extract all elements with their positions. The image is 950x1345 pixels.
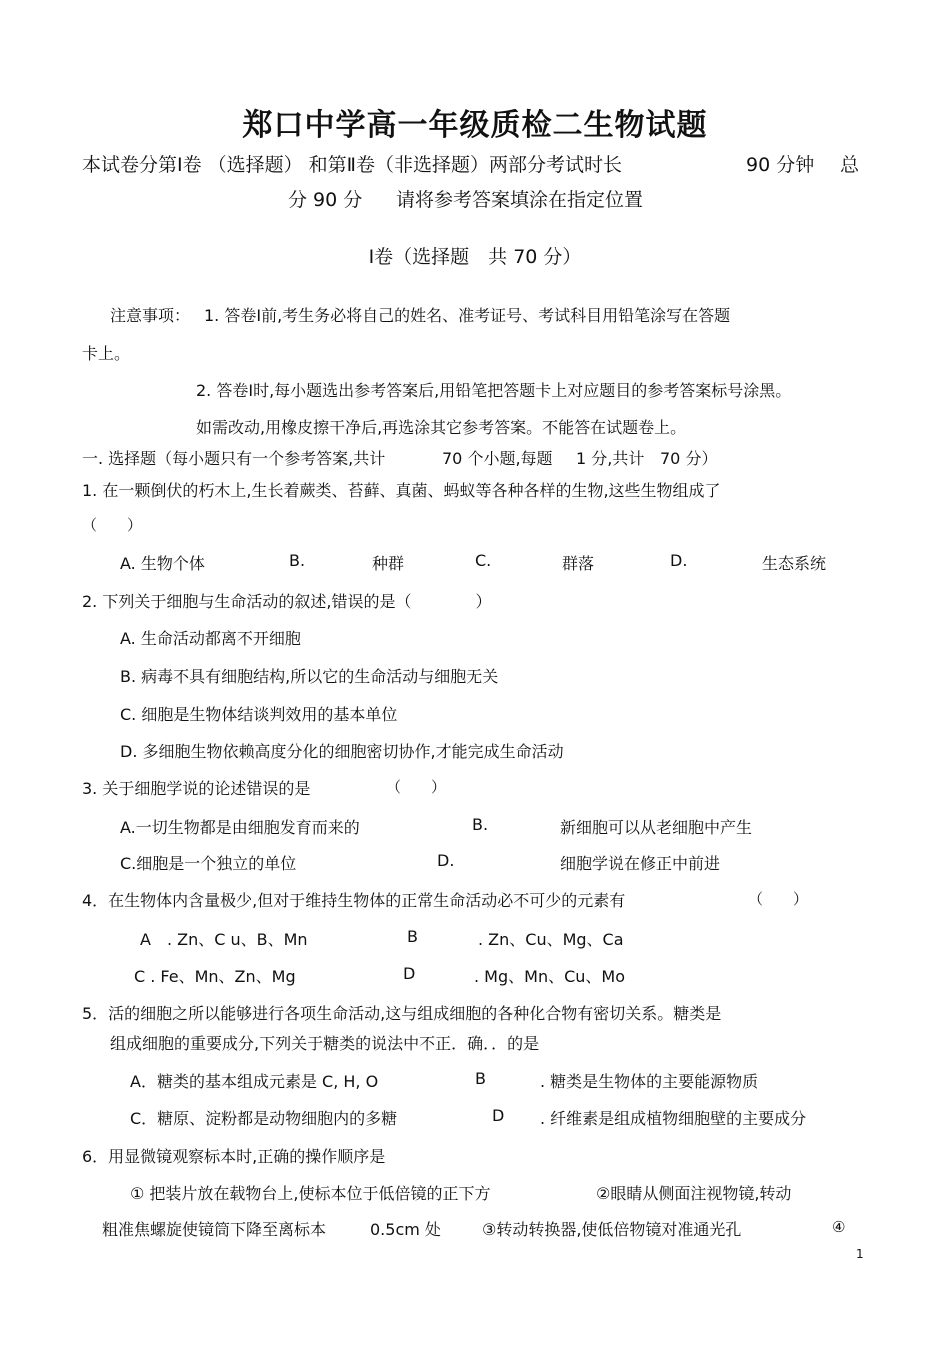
q5-option-a: A．糖类的基本组成元素是 C, H, O (130, 1072, 379, 1091)
q2-option-b: B. 病毒不具有细胞结构,所以它的生命活动与细胞无关 (120, 667, 499, 686)
q1-option-d: 生态系统 (762, 554, 827, 573)
intro-score: 分 90 分 (288, 189, 363, 211)
q4-option-c: C . Fe、Mn、Zn、Mg (134, 967, 296, 986)
part1-heading-total: 70 分） (660, 449, 718, 468)
q5-option-d: . 纤维素是组成植物细胞壁的主要成分 (540, 1109, 807, 1128)
q6-step-1: ① 把装片放在载物台上,使标本位于低倍镜的正下方 (130, 1184, 491, 1203)
intro-line-1: 本试卷分第Ⅰ卷 （选择题） 和第Ⅱ卷（非选择题）两部分考试时长 (82, 154, 623, 176)
q1-option-a: A. 生物个体 (120, 554, 205, 573)
q1-option-b: 种群 (372, 554, 405, 573)
notes-item-2-cont: 如需改动,用橡皮擦干净后,再选涂其它参考答案。不能答在试题卷上。 (196, 418, 687, 437)
q3-option-c: C.细胞是一个独立的单位 (120, 854, 297, 873)
q1-option-b-label: B. (289, 551, 306, 570)
q6-step-3: ③转动转换器,使低倍物镜对准通光孔 (482, 1220, 742, 1239)
notes-item-2: 2. 答卷Ⅰ时,每小题选出参考答案后,用铅笔把答题卡上对应题目的参考答案标号涂黑。 (196, 381, 792, 400)
exam-title: 郑口中学高一年级质检二生物试题 (242, 108, 708, 143)
q4-option-b-label: B (407, 927, 418, 946)
q6-step-2-cont: 粗准焦螺旋使镜筒下降至离标本 (102, 1220, 327, 1239)
part1-heading-count: 70 个小题,每题 (442, 449, 553, 468)
q1-answer-paren: （ ） (82, 516, 143, 534)
section-heading: Ⅰ卷（选择题 共 70 分） (368, 246, 582, 268)
q5-option-d-label: D (492, 1106, 505, 1125)
q2-stem: 2. 下列关于细胞与生命活动的叙述,错误的是（ ） (82, 592, 492, 611)
q3-option-b: 新细胞可以从老细胞中产生 (560, 818, 753, 837)
q2-option-d: D. 多细胞生物依赖高度分化的细胞密切协作,才能完成生命活动 (120, 742, 564, 761)
q1-option-d-label: D. (670, 551, 688, 570)
intro-time: 90 分钟 (746, 154, 815, 176)
q4-option-d: . Mg、Mn、Cu、Mo (474, 967, 625, 986)
q4-option-b: . Zn、Cu、Mg、Ca (478, 930, 624, 949)
q5-stem-cont: 组成细胞的重要成分,下列关于糖类的说法中不正．确．．的是 (110, 1034, 540, 1053)
q3-stem: 3. 关于细胞学说的论述错误的是 (82, 779, 311, 798)
notes-label: 注意事项： (110, 306, 191, 325)
q4-option-a: A . Zn、C u、B、Mn (140, 930, 308, 949)
q2-option-a: A. 生命活动都离不开细胞 (120, 629, 301, 648)
q3-answer-paren: （ ） (386, 778, 447, 796)
q5-option-c: C．糖原、淀粉都是动物细胞内的多糖 (130, 1109, 398, 1128)
notes-item-1: 1. 答卷Ⅰ前,考生务必将自己的姓名、准考证号、考试科目用铅笔涂写在答题 (204, 306, 731, 325)
q1-option-c-label: C. (475, 551, 492, 570)
page-number: 1 (856, 1247, 864, 1261)
q3-option-d: 细胞学说在修正中前进 (560, 854, 721, 873)
q3-option-a: A.一切生物都是由细胞发育而来的 (120, 818, 360, 837)
q3-option-b-label: B. (472, 815, 489, 834)
q2-option-c: C. 细胞是生物体结谈判效用的基本单位 (120, 705, 398, 724)
q6-stem: 6．用显微镜观察标本时,正确的操作顺序是 (82, 1147, 386, 1166)
q4-stem: 4．在生物体内含量极少,但对于维持生物体的正常生命活动必不可少的元素有 (82, 891, 626, 910)
notes-item-1-cont: 卡上。 (82, 344, 131, 363)
intro-total: 总 (840, 154, 860, 176)
q6-step-4-marker: ④ (832, 1218, 846, 1236)
intro-instruction: 请将参考答案填涂在指定位置 (396, 189, 644, 211)
part1-heading: 一. 选择题（每小题只有一个参考答案,共计 (82, 449, 386, 468)
q4-answer-paren: （ ） (748, 890, 809, 908)
q5-stem: 5．活的细胞之所以能够进行各项生命活动,这与组成细胞的各种化合物有密切关系。糖类是 (82, 1004, 722, 1023)
q5-option-b-label: B (475, 1069, 486, 1088)
q1-option-c: 群落 (562, 554, 595, 573)
q3-option-d-label: D. (437, 851, 455, 870)
q6-step-2: ②眼睛从侧面注视物镜,转动 (596, 1184, 792, 1203)
part1-heading-points: 1 分,共计 (576, 449, 645, 468)
q5-option-b: . 糖类是生物体的主要能源物质 (540, 1072, 759, 1091)
q4-option-d-label: D (403, 964, 416, 983)
q6-step-2-distance: 0.5cm 处 (370, 1220, 441, 1239)
q1-stem: 1. 在一颗倒伏的朽木上,生长着蕨类、苔藓、真菌、蚂蚁等各种各样的生物,这些生物组成了 (82, 481, 721, 500)
